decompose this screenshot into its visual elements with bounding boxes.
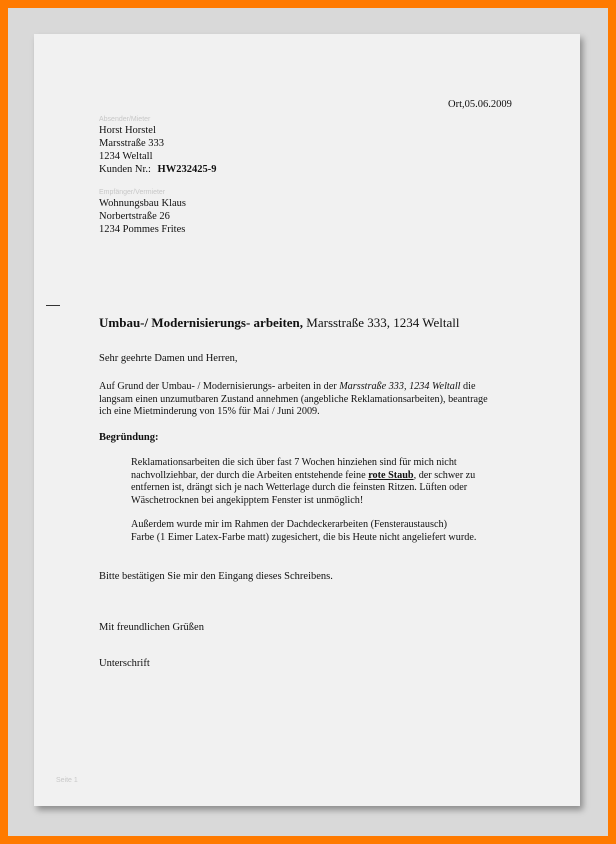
faint-footer-note: Seite 1 (56, 777, 78, 784)
p1-text-a: Auf Grund der Umbau- / Modernisierungs- arbeiten in der (99, 381, 340, 392)
reason-heading: Begründung: (99, 432, 159, 443)
r1-line-2a: nachvollziehbar, der durch die Arbeiten entstehende feine (131, 469, 369, 481)
r2-line-1: Außerdem wurde mir im Rahmen der Dachdeckerarbeiten (Fensteraustausch) (131, 519, 447, 530)
sender-label: Absender/Mieter (99, 116, 151, 123)
p1-line-3: ich eine Mietminderung von 15% für Mai / Juni 2009. (99, 406, 320, 418)
recipient-street: Norbertstraße 26 (99, 211, 170, 222)
closing: Mit freundlichen Grüßen (99, 622, 204, 633)
reason-paragraph-2 (131, 519, 531, 544)
subject-rest: Marsstraße 333, 1234 Weltall (303, 315, 460, 330)
signature: Unterschrift (99, 658, 150, 669)
sender-street: Marsstraße 333 (99, 138, 165, 149)
confirm-request: Bitte bestätigen Sie mir den Eingang dieses Schreibens. (99, 571, 333, 582)
r2-line-2: Farbe (1 Eimer Latex-Farbe matt) zugesichert, die bis Heute nicht angeliefert wurde. (131, 531, 477, 543)
p1-address: Marsstraße 333, 1234 Weltall (339, 381, 461, 392)
r1-line-4: Wäschetrocknen bei angekipptem Fenster ist unmöglich! (131, 494, 364, 506)
recipient-label: Empfänger/Vermieter (99, 189, 166, 196)
p1-line-2: langsam einen unzumutbaren Zustand annehmen (angebliche Reklamationsarbeiten), beantrage (99, 393, 488, 405)
reason-paragraph-1 (131, 457, 531, 507)
paragraph-1 (99, 381, 529, 419)
letter-page (34, 34, 580, 806)
sender-city: 1234 Weltall (99, 151, 153, 162)
r1-underlined: rote Staub (368, 469, 414, 481)
sender-name: Horst Horstel (99, 125, 156, 136)
subject-line (99, 315, 460, 331)
p1-text-b: die (460, 381, 476, 392)
customer-line (99, 164, 216, 177)
fold-mark (46, 305, 60, 306)
subject-bold: Umbau-/ Modernisierungs- arbeiten, (99, 315, 304, 330)
r1-line-3: entfernen ist, drängt sich je nach Wetterlage durch die feinsten Ritzen. Lüften oder (131, 482, 468, 494)
recipient-name: Wohnungsbau Klaus (99, 198, 186, 209)
recipient-city: 1234 Pommes Frites (99, 224, 186, 235)
customer-label: Kunden Nr.: (99, 164, 151, 175)
place-date: Ort,05.06.2009 (448, 99, 512, 110)
r1-line-2b: , der schwer zu (413, 469, 476, 481)
salutation: Sehr geehrte Damen und Herren, (99, 353, 238, 364)
r1-line-1: Reklamationsarbeiten die sich über fast 7 Wochen hinziehen sind für mich nicht (131, 457, 457, 468)
customer-number: HW232425-9 (157, 164, 217, 175)
